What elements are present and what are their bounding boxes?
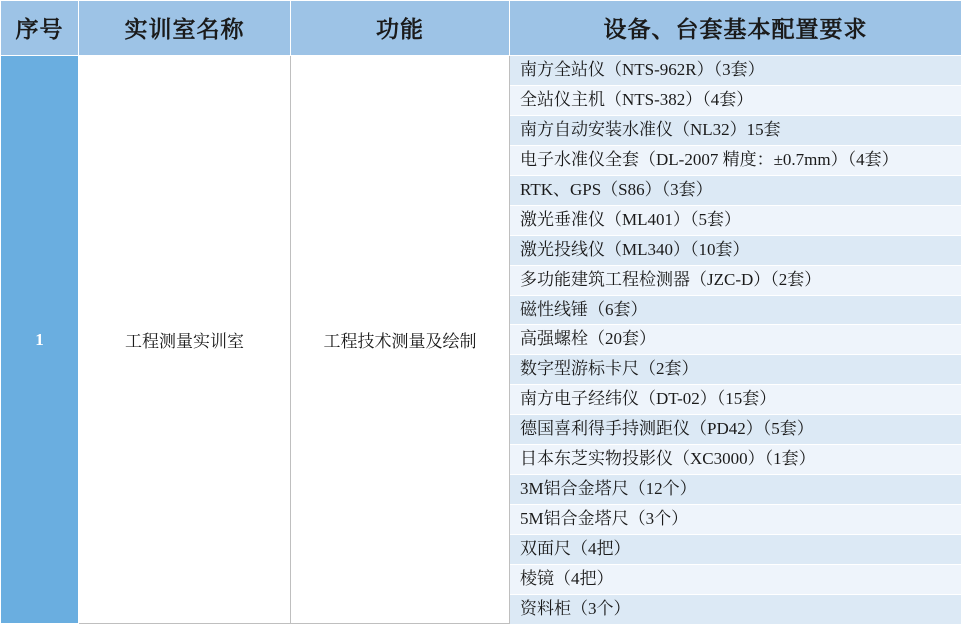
equipment-list-item: 电子水准仪全套（DL-2007 精度：±0.7mm）（4套） (510, 146, 961, 176)
equipment-list-item: 南方电子经纬仪（DT-02）（15套） (510, 385, 961, 415)
cell-seq: 1 (1, 56, 79, 624)
column-header-function: 功能 (291, 1, 510, 56)
equipment-list-item: 5M铝合金塔尺（3个） (510, 505, 961, 535)
equipment-list-item: 高强螺栓（20套） (510, 325, 961, 355)
equipment-list-item: 磁性线锤（6套） (510, 296, 961, 326)
table-body (1, 56, 961, 624)
equipment-list-item: 南方全站仪（NTS-962R）（3套） (510, 56, 961, 86)
cell-equipment (510, 56, 961, 624)
equipment-list-item: 棱镜（4把） (510, 565, 961, 595)
equipment-list-item: 数字型游标卡尺（2套） (510, 355, 961, 385)
column-header-seq: 序号 (1, 1, 79, 56)
table-header-row (1, 1, 961, 56)
equipment-list-item: 日本东芝实物投影仪（XC3000）（1套） (510, 445, 961, 475)
equipment-list-item: 激光投线仪（ML340）（10套） (510, 236, 961, 266)
table-row (1, 56, 961, 624)
equipment-list-item: 资料柜（3个） (510, 595, 961, 624)
table-header (1, 1, 961, 56)
equipment-list-item: 南方自动安装水准仪（NL32）15套 (510, 116, 961, 146)
cell-function: 工程技术测量及绘制 (291, 56, 510, 624)
column-header-lab-name: 实训室名称 (79, 1, 291, 56)
equipment-list-item: 双面尺（4把） (510, 535, 961, 565)
equipment-list-item: 多功能建筑工程检测器（JZC-D）（2套） (510, 266, 961, 296)
column-header-equipment: 设备、台套基本配置要求 (510, 1, 961, 56)
equipment-list-item: RTK、GPS（S86）（3套） (510, 176, 961, 206)
equipment-list-item: 3M铝合金塔尺（12个） (510, 475, 961, 505)
equipment-list (510, 56, 961, 624)
equipment-list-item: 全站仪主机（NTS-382）（4套） (510, 86, 961, 116)
cell-lab-name: 工程测量实训室 (79, 56, 291, 624)
equipment-list-item: 激光垂准仪（ML401）（5套） (510, 206, 961, 236)
equipment-list-item: 德国喜利得手持测距仪（PD42）（5套） (510, 415, 961, 445)
